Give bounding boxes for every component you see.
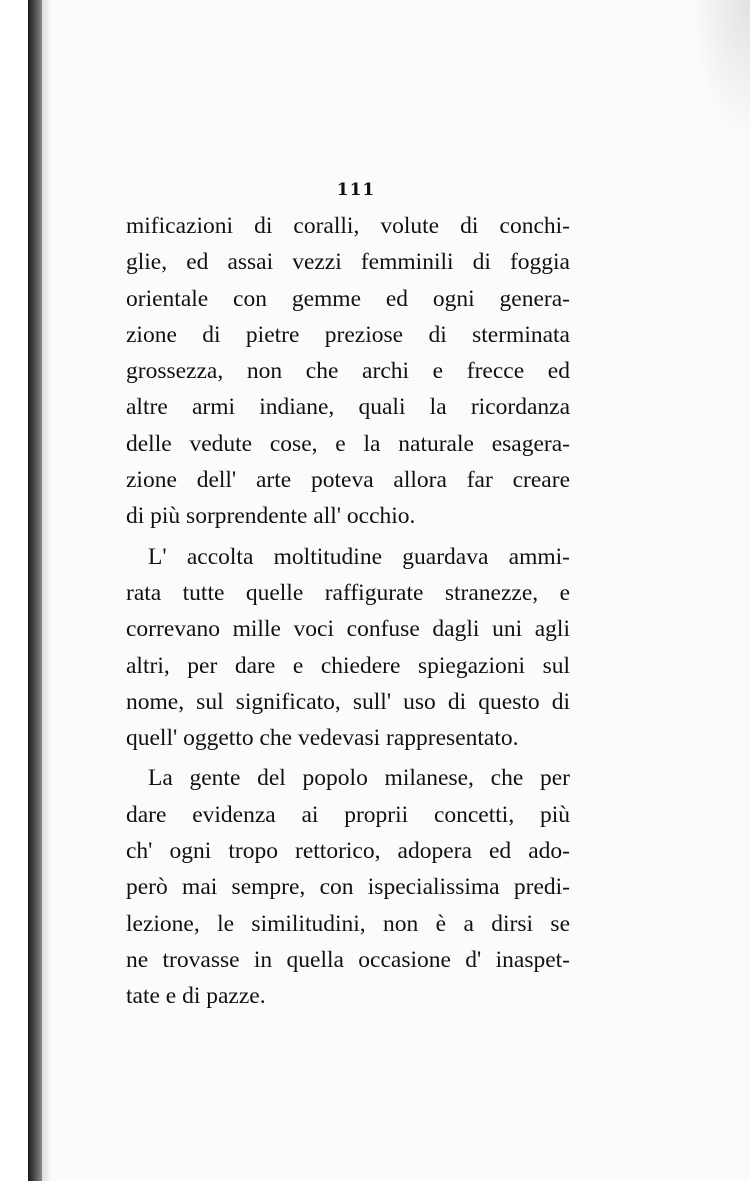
- text-line: dare evidenza ai proprii concetti, più: [126, 801, 570, 828]
- text-line: altre armi indiane, quali la ricordanza: [126, 394, 570, 421]
- paragraph: [126, 760, 570, 1014]
- paragraph: [126, 208, 570, 535]
- text-line: orientale con gemme ed ogni genera-: [126, 285, 570, 312]
- page-margin-edge: [0, 0, 30, 1181]
- page-corner-wear: [690, 0, 750, 140]
- text-line: nome, sul significato, sull' uso di questo di: [126, 688, 570, 715]
- text-line: La gente del popolo milanese, che per: [148, 765, 570, 792]
- paragraph: [126, 539, 570, 757]
- text-line: lezione, le similitudini, non è a dirsi se: [126, 910, 570, 937]
- text-line: però mai sempre, con ispecialissima predi-: [126, 874, 570, 901]
- text-line: tate e di pazze.: [126, 983, 266, 1010]
- text-line: zione di pietre preziose di sterminata: [126, 321, 570, 348]
- text-line: grossezza, non che archi e frecce ed: [126, 358, 570, 385]
- text-line: L' accolta moltitudine guardava ammi-: [148, 543, 570, 570]
- text-line: mificazioni di coralli, volute di conchi-: [126, 213, 570, 239]
- text-line: ne trovasse in quella occasione d' inaspet-: [126, 946, 570, 973]
- text-line: delle vedute cose, e la naturale esagera-: [126, 430, 570, 457]
- text-line: ch' ogni tropo rettorico, adopera ed ado-: [126, 838, 570, 865]
- page-number: 111: [336, 180, 376, 200]
- text-line: rata tutte quelle raffigurate stranezze, e: [126, 579, 570, 606]
- text-line: zione dell' arte poteva allora far creare: [126, 467, 570, 494]
- body-text: [126, 208, 570, 1015]
- text-line: altri, per dare e chiedere spiegazioni sul: [126, 652, 570, 679]
- text-line: correvano mille voci confuse dagli uni agli: [126, 616, 570, 643]
- text-line: quell' oggetto che vedevasi rappresentato.: [126, 725, 519, 752]
- text-line: di più sorprendente all' occhio.: [126, 503, 416, 530]
- binding-shadow: [42, 0, 52, 1181]
- text-line: glie, ed assai vezzi femminili di foggia: [126, 249, 570, 276]
- book-binding-edge: [28, 0, 42, 1181]
